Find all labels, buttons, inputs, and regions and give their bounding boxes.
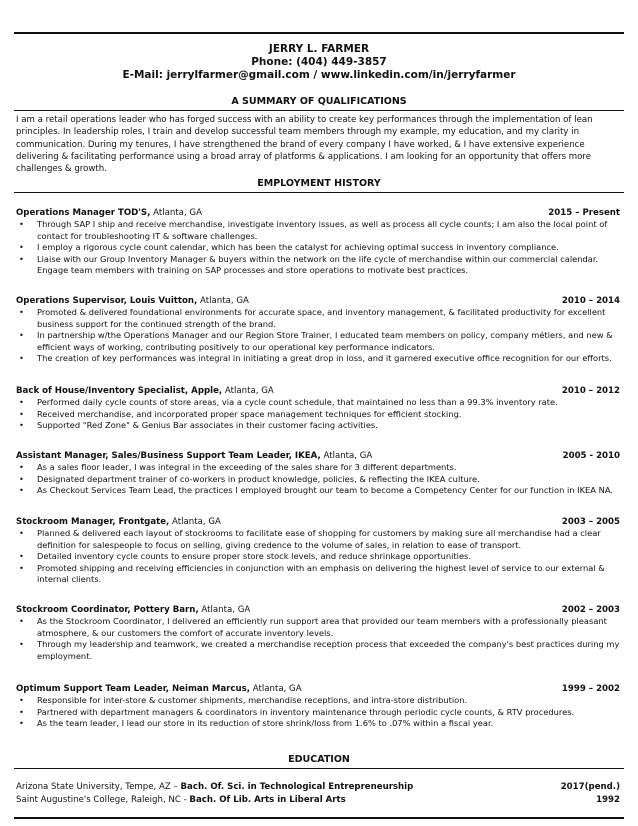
job-title-line	[16, 683, 620, 695]
degree: Bach. Of. Sci. in Technological Entrepreneurship	[180, 782, 414, 792]
job-dates: 2010 – 2014	[561, 296, 620, 306]
job-location: Atlanta, GA	[320, 451, 373, 461]
job-dates: 2005 - 2010	[562, 451, 620, 461]
job-location: Atlanta, GA	[198, 605, 251, 615]
job-bullets	[16, 219, 620, 277]
bullet-icon: •	[19, 706, 24, 717]
job-dates: 2003 – 2005	[561, 517, 620, 527]
list-item: • Promoted shipping and receiving efficiencies in conjunction with an emphasis on delivering the highest level of service to our external & internal clients.	[19, 562, 605, 585]
job-entry	[16, 516, 620, 586]
job-bullets	[16, 462, 620, 497]
bullet-icon: •	[19, 420, 24, 431]
education-date: 1992	[596, 794, 620, 805]
job-entry	[16, 385, 620, 432]
job-title: Operations Manager TOD'S,	[16, 208, 151, 218]
bullet-icon: •	[19, 562, 24, 573]
list-item: • As the Stockroom Coordinator, I delivered an efficiently run support area that provided our team members with a professionally pleasant atmosphere, & our customers the comfort of accurate inventory levels.	[19, 616, 607, 638]
job-location: Atlanta, GA	[250, 684, 302, 694]
education-heading: EDUCATION	[14, 754, 624, 769]
list-item: • Partnered with department managers & coordinators in inventory maintenance through periodic cycle counts, & RTV procedures.	[19, 706, 575, 717]
list-item: • Detailed inventory cycle counts to ensure proper store stock levels, and reduce shrinkage opportunities.	[19, 551, 472, 562]
list-item: • Received merchandise, and incorporated proper space management techniques for efficient stocking.	[19, 408, 462, 419]
bullet-icon: •	[19, 253, 24, 264]
bullet-icon: •	[19, 307, 24, 317]
list-item: • I employ a rigorous cycle count calendar, which has been the catalyst for achieving optimal success in inventory compliance.	[19, 242, 559, 253]
job-title-line	[16, 207, 620, 219]
job-title: Optimum Support Team Leader, Neiman Marcus,	[16, 684, 251, 694]
job-entry	[16, 604, 620, 662]
bullet-icon: •	[19, 485, 24, 496]
list-item: • The creation of key performances was integral in initiating a great drop in loss, and it garnered executive office recognition for our efforts.	[19, 353, 612, 364]
bullet-icon: •	[19, 353, 24, 364]
bullet-icon: •	[19, 330, 24, 341]
school: Arizona State University, Tempe, AZ –	[16, 782, 181, 792]
school: Saint Augustine's College, Raleigh, NC -	[16, 794, 190, 805]
bullet-icon: •	[19, 616, 24, 626]
bullet-icon: •	[19, 462, 24, 472]
job-dates: 2010 – 2012	[561, 386, 620, 396]
list-item: • Through my leadership and teamwork, we created a merchandise reception process that exceeded the company's best practices during my employment.	[19, 639, 620, 661]
bullet-icon: •	[19, 718, 24, 729]
job-bullets	[16, 616, 620, 662]
job-location: Atlanta, GA	[169, 517, 221, 527]
bullet-icon: •	[19, 408, 24, 419]
job-entry	[16, 295, 620, 365]
job-bullets	[16, 695, 620, 730]
job-title-line	[16, 604, 620, 616]
list-item: • Performed daily cycle counts of store areas, via a cycle count schedule, that maintained no less than a 99.3% inventory rate.	[19, 397, 558, 407]
job-bullets	[16, 397, 620, 432]
bottom-rule	[14, 817, 624, 819]
job-title: Stockroom Manager, Frontgate,	[16, 517, 170, 527]
candidate-name: JERRY L. FARMER	[268, 43, 370, 55]
job-dates: 2015 – Present	[548, 208, 620, 218]
bullet-icon: •	[19, 551, 24, 562]
list-item: • Responsible for inter-store & customer shipments, merchandise receptions, and intra-store distribution.	[19, 695, 468, 705]
job-title: Stockroom Coordinator, Pottery Barn,	[16, 605, 199, 615]
list-item: • Supported "Red Zone" & Genius Bar associates in their customer facing activities.	[19, 420, 378, 431]
job-title-line	[16, 516, 620, 528]
job-title-line	[16, 385, 620, 397]
bullet-icon: •	[19, 473, 24, 484]
job-entry	[16, 450, 620, 497]
phone-line: Phone: (404) 449-3857	[251, 56, 387, 68]
job-title-line	[16, 450, 620, 462]
job-dates: 2002 – 2003	[561, 605, 620, 615]
bullet-icon: •	[19, 528, 24, 538]
list-item: • Planned & delivered each layout of stockrooms to facilitate ease of shopping for customers by making sure all merchandise had a clear definition for salespeople to focus on selling, giving credence to the volume of sales, in relation to ease of transport.	[19, 528, 601, 550]
job-location: Atlanta, GA	[150, 208, 202, 218]
summary-heading: A SUMMARY OF QUALIFICATIONS	[14, 96, 624, 111]
education-entry	[16, 794, 620, 807]
resume-header	[14, 43, 624, 82]
job-title: Assistant Manager, Sales/Business Support Team Leader, IKEA,	[16, 451, 321, 461]
job-entry	[16, 207, 620, 277]
bullet-icon: •	[19, 397, 24, 407]
job-title: Back of House/Inventory Specialist, Apple,	[16, 386, 223, 396]
job-bullets	[16, 307, 620, 365]
list-item: • In partnership w/the Operations Manager and our Region Store Trainer, I educated team members on policy, company métiers, and new & efficient ways of working, contributing positively to our operational key performance indicators.	[19, 330, 613, 352]
email-website-line: E-Mail: jerrylfarmer@gmail.com / www.linkedin.com/in/jerryfarmer	[122, 69, 516, 81]
list-item: • As the team leader, I lead our store in its reduction of store shrink/loss from 1.6% to .07% within a fiscal year.	[19, 718, 494, 729]
degree: Bach. Of Lib. Arts in Liberal Arts	[189, 794, 346, 805]
employment-heading: EMPLOYMENT HISTORY	[14, 178, 624, 193]
education-list	[16, 781, 620, 806]
job-title-line	[16, 295, 620, 307]
list-item: • Liaise with our Group Inventory Manager & buyers within the network on the life cycle of merchandise within our commercial calendar. Engage team members with training on SAP processes and store operations to motivate best practices.	[19, 253, 599, 276]
bullet-icon: •	[19, 695, 24, 705]
list-item: • As Checkout Services Team Lead, the practices I employed brought our team to become a Competency Center for our function in IKEA NA.	[19, 485, 613, 496]
job-bullets	[16, 528, 620, 586]
list-item: • Designated department trainer of co-workers in product knowledge, policies, & reflecting the IKEA culture.	[19, 473, 480, 484]
bullet-icon: •	[19, 242, 24, 253]
list-item: • As a sales floor leader, I was integral in the exceeding of the sales share for 3 different departments.	[19, 462, 457, 472]
job-title: Operations Supervisor, Louis Vuitton,	[16, 296, 198, 306]
job-entry	[16, 683, 620, 730]
education-entry	[16, 781, 620, 794]
list-item: • Through SAP I ship and receive merchandise, investigate inventory issues, as well as process all cycle counts; I am also the local point of contact for troubleshooting IT & software challenges.	[19, 219, 608, 241]
job-location: Atlanta, GA	[197, 296, 249, 306]
list-item: • Promoted & delivered foundational environments for accurate space, and inventory management, & facilitated productivity for excellent business support for the continued strength of the brand.	[19, 307, 606, 329]
education-date: 2017(pend.)	[560, 782, 620, 792]
bullet-icon: •	[19, 219, 24, 229]
job-location: Atlanta, GA	[222, 386, 274, 396]
job-dates: 1999 – 2002	[561, 684, 620, 694]
bullet-icon: •	[19, 639, 24, 650]
top-rule	[14, 32, 624, 34]
summary-text: I am a retail operations leader who has forged success with an ability to create key performances through the implementation of lean principles. In leadership roles, I train and develop successful team members through my example, my education, and my clarity in communication. During my tenures, I have strengthened the brand of every company I have worked, & I have extensive experience delivering & facilitating performance using a broad array of platforms & applications. I am looking for an opportunity that offers more challenges & growth.	[16, 115, 593, 175]
